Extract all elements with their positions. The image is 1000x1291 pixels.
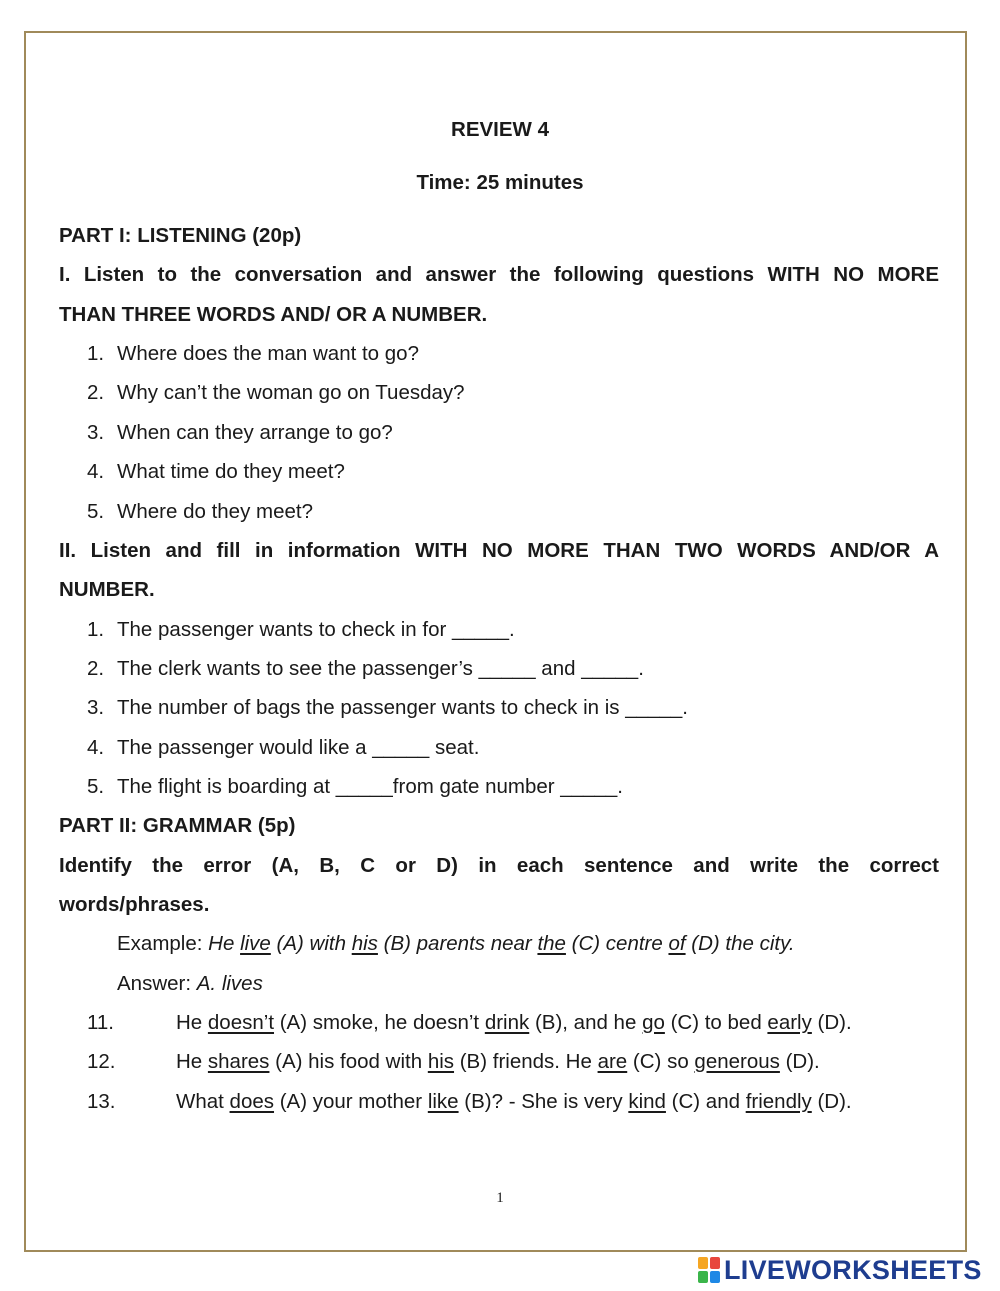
item-number: 5. (87, 500, 105, 523)
item-number: 13. (87, 1090, 116, 1113)
grammar-item (0, 1050, 1000, 1074)
item-number: 1. (87, 618, 105, 641)
text-segment: (B), and he (529, 1011, 643, 1034)
underlined-option-d: early (767, 1011, 812, 1034)
item-number: 2. (87, 657, 105, 680)
answer-label: Answer: (117, 972, 197, 995)
fill-in-text: The flight is boarding at _____from gate number _____. (117, 775, 623, 798)
text-segment: (C) and (665, 1090, 746, 1113)
text-segment: (B)? - She is very (458, 1090, 629, 1113)
text-segment: (B) friends. He (454, 1050, 598, 1073)
part2-instruction-line2: words/phrases. (59, 893, 210, 916)
example-sentence (117, 932, 795, 956)
text-segment: (B) parents near (377, 932, 538, 955)
fill-in-text: The clerk wants to see the passenger’s _____ and _____. (117, 657, 644, 680)
example-answer (117, 972, 263, 996)
question-text: Where does the man want to go? (117, 342, 419, 365)
text-segment: He (176, 1050, 208, 1073)
time-limit: Time: 25 minutes (416, 171, 584, 194)
section1-instruction-line1: I. Listen to the conversation and answer the following questions WITH NO MORE (59, 263, 939, 286)
underlined-option-b: like (427, 1090, 459, 1113)
grammar-sentence (176, 1011, 852, 1035)
underlined-option-b: his (427, 1050, 455, 1073)
fill-in-text: The passenger would like a _____ seat. (117, 736, 480, 759)
grammar-item (0, 1090, 1000, 1114)
section2-instruction-line1: II. Listen and fill in information WITH NO MORE THAN TWO WORDS AND/OR A (59, 539, 939, 562)
item-number: 12. (87, 1050, 116, 1073)
text-segment: (C) to bed (664, 1011, 768, 1034)
page-number: 1 (496, 1190, 504, 1206)
grammar-sentence (176, 1090, 852, 1114)
logo-block (698, 1257, 708, 1269)
logo-block (710, 1257, 720, 1269)
item-number: 3. (87, 421, 105, 444)
underlined-option-c: go (642, 1011, 665, 1034)
underlined-option-a: live (240, 932, 271, 955)
item-number: 11. (87, 1011, 114, 1034)
list-item (0, 775, 1000, 799)
text-segment: (A) smoke, he doesn’t (274, 1011, 485, 1034)
fill-in-text: The number of bags the passenger wants to check in is _____. (117, 696, 688, 719)
underlined-option-d: generous (694, 1050, 780, 1073)
list-item (0, 421, 1000, 445)
brand-name: LIVEWORKSHEETS (724, 1254, 982, 1285)
item-number: 5. (87, 775, 105, 798)
item-number: 4. (87, 460, 105, 483)
underlined-option-c: kind (628, 1090, 666, 1113)
underlined-option-d: friendly (745, 1090, 812, 1113)
list-item (0, 381, 1000, 405)
question-text: Where do they meet? (117, 500, 313, 523)
item-number: 2. (87, 381, 105, 404)
item-number: 1. (87, 342, 105, 365)
question-text: When can they arrange to go? (117, 421, 393, 444)
part2-instruction-line1: Identify the error (A, B, C or D) in each sentence and write the correct (59, 854, 939, 877)
underlined-option-b: drink (484, 1011, 530, 1034)
list-item (0, 696, 1000, 720)
item-number: 3. (87, 696, 105, 719)
text-segment: (D). (779, 1050, 820, 1073)
part1-heading: PART I: LISTENING (20p) (59, 224, 302, 247)
text-segment: (C) so (627, 1050, 695, 1073)
text-segment: (A) your mother (274, 1090, 428, 1113)
text-segment: He (176, 1011, 208, 1034)
grammar-item (0, 1011, 1000, 1035)
part2-heading: PART II: GRAMMAR (5p) (59, 814, 296, 837)
underlined-option-a: doesn’t (207, 1011, 275, 1034)
list-item (0, 657, 1000, 681)
example-label: Example: (117, 932, 209, 955)
text-segment: What (176, 1090, 230, 1113)
underlined-option-c: are (597, 1050, 628, 1073)
section2-instruction-line2: NUMBER. (59, 578, 155, 601)
fill-in-text: The passenger wants to check in for _____. (117, 618, 515, 641)
text-segment: (A) with (270, 932, 352, 955)
underlined-option-a: does (229, 1090, 275, 1113)
page-title: REVIEW 4 (451, 118, 549, 141)
underlined-option-d: of (668, 932, 686, 955)
section1-instruction-line2: THAN THREE WORDS AND/ OR A NUMBER. (59, 303, 488, 326)
question-text: What time do they meet? (117, 460, 345, 483)
liveworksheets-logo[interactable] (698, 1256, 982, 1284)
underlined-option-a: shares (207, 1050, 270, 1073)
logo-block (698, 1271, 708, 1283)
list-item (0, 342, 1000, 366)
answer-value: A. lives (196, 972, 263, 995)
item-number: 4. (87, 736, 105, 759)
text-segment: (C) centre (565, 932, 669, 955)
text-segment: (D). (811, 1090, 852, 1113)
list-item (0, 460, 1000, 484)
underlined-option-c: the (537, 932, 566, 955)
text-segment: He (208, 932, 241, 955)
logo-block (710, 1271, 720, 1283)
list-item (0, 500, 1000, 524)
question-text: Why can’t the woman go on Tuesday? (117, 381, 465, 404)
text-segment: (D) the city. (685, 932, 795, 955)
underlined-option-b: his (351, 932, 378, 955)
text-segment: (D). (811, 1011, 852, 1034)
list-item (0, 618, 1000, 642)
logo-icon (698, 1257, 720, 1283)
text-segment: (A) his food with (269, 1050, 428, 1073)
grammar-sentence (176, 1050, 820, 1074)
list-item (0, 736, 1000, 760)
